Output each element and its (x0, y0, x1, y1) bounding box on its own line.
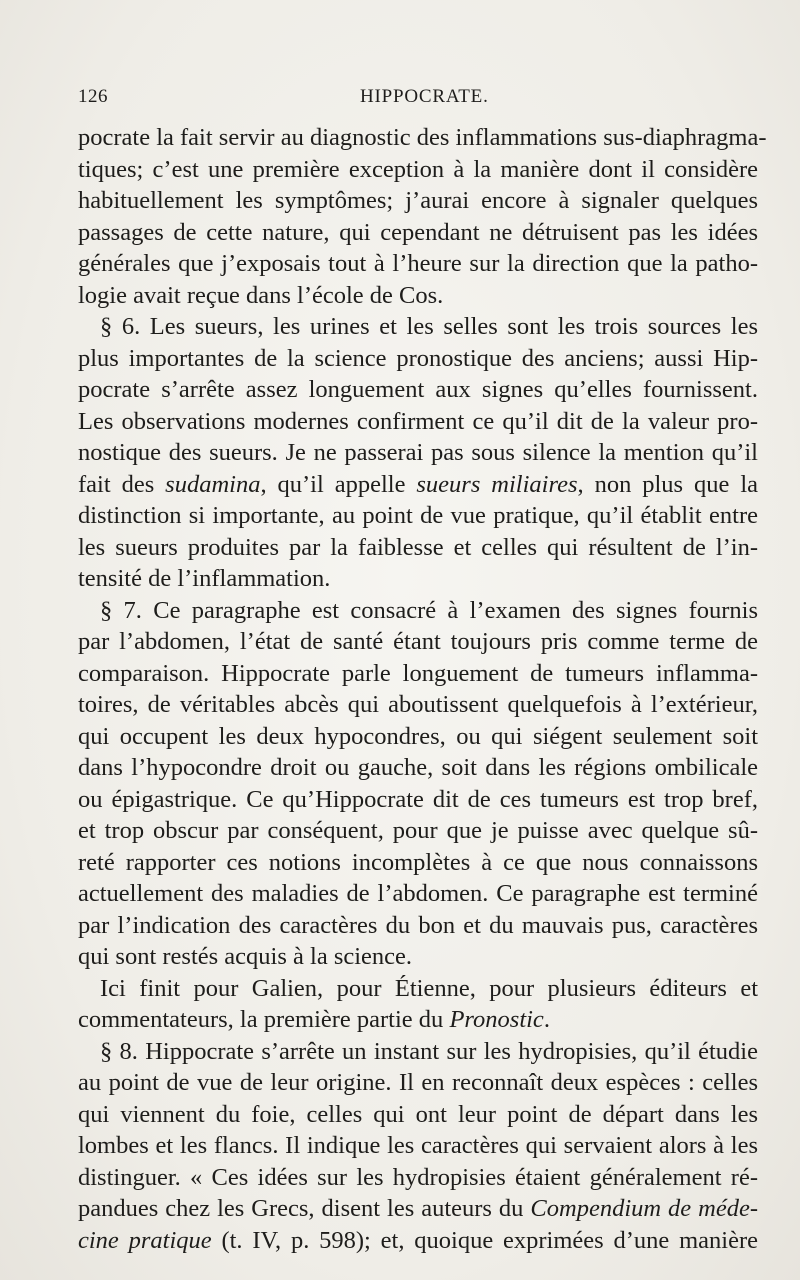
text-span: (t. IV, p. 598); et, quoique exprimées d’une manière (211, 1226, 758, 1254)
text-line: nostique des sueurs. Je ne passerai pas sous silence la mention qu’il (78, 439, 758, 466)
text-line: actuellement des maladies de l’abdomen. Ce paragraphe est terminé (78, 880, 758, 907)
text-span: , non plus que la (577, 470, 758, 498)
page-number: 126 (78, 86, 108, 107)
italic-term: sudamina (165, 470, 261, 498)
body-text (78, 122, 767, 1256)
text-line: lombes et les flancs. Il indique les caractères qui servaient alors à les (78, 1132, 758, 1159)
text-line: les sueurs produites par la faiblesse et celles qui résultent de l’in- (78, 533, 758, 561)
text-line: plus importantes de la science pronostique des anciens; aussi Hip- (78, 344, 758, 372)
running-title: HIPPOCRATE. (360, 86, 489, 107)
text-line: § 8. Hippocrate s’arrête un instant sur les hydropisies, qu’il étudie (100, 1037, 758, 1065)
text-span: pandues chez les Grecs, disent les auteurs du (78, 1195, 531, 1222)
text-line-mixed (78, 469, 758, 501)
text-line: par l’indication des caractères du bon et du mauvais pus, caractères (78, 911, 758, 939)
italic-title: cine pratique (78, 1226, 212, 1254)
running-head (78, 86, 778, 112)
text-line: toires, de véritables abcès qui aboutissent quelquefois à l’extérieur, (78, 691, 758, 718)
text-span: commentateurs, la première partie du (78, 1006, 450, 1033)
text-line: habituellement les symptômes; j’aurai encore à signaler quelques (78, 187, 758, 214)
italic-title: Pronostic (449, 1006, 544, 1033)
text-line: qui occupent les deux hypocondres, ou qui siégent seulement soit (78, 722, 758, 750)
text-line-mixed (78, 1193, 758, 1225)
text-line: § 7. Ce paragraphe est consacré à l’examen des signes fournis (100, 596, 758, 624)
text-line: tensité de l’inflammation. (78, 565, 331, 592)
text-span: , qu’il appelle (260, 470, 417, 498)
text-line: qui viennent du foie, celles qui ont leur point de départ dans les (78, 1100, 758, 1128)
text-line: § 6. Les sueurs, les urines et les selles sont les trois sources les (100, 313, 758, 340)
text-line: ou épigastrique. Ce qu’Hippocrate dit de ces tumeurs est trop bref, (78, 785, 758, 813)
text-line: passages de cette nature, qui cependant ne détruisent pas les idées (78, 218, 758, 246)
text-line: au point de vue de leur origine. Il en reconnaît deux espèces : celles (78, 1069, 758, 1096)
text-line-mixed (78, 1004, 758, 1036)
text-line: reté rapporter ces notions incomplètes à ce que nous connaissons (78, 848, 758, 876)
text-span: . (543, 1006, 550, 1033)
text-line: générales que j’exposais tout à l’heure sur la direction que la patho- (78, 250, 758, 277)
text-line: Ici finit pour Galien, pour Étienne, pour plusieurs éditeurs et (100, 974, 758, 1002)
text-line: distinction si importante, au point de vue pratique, qu’il établit entre (78, 502, 758, 529)
text-line: qui sont restés acquis à la science. (78, 943, 413, 970)
text-line: pocrate s’arrête assez longuement aux signes qu’elles fournissent. (78, 376, 758, 403)
text-span: fait des (78, 470, 166, 498)
text-line: par l’abdomen, l’état de santé étant toujours pris comme terme de (78, 628, 758, 655)
text-line-mixed (78, 1225, 758, 1257)
italic-term: sueurs miliaires (416, 470, 578, 498)
text-line: distinguer. « Ces idées sur les hydropisies étaient généralement ré- (78, 1163, 758, 1191)
text-line: tiques; c’est une première exception à la manière dont il considère (78, 155, 758, 183)
text-line: logie avait reçue dans l’école de Cos. (78, 281, 444, 309)
text-line: comparaison. Hippocrate parle longuement de tumeurs inflamma- (78, 659, 758, 687)
text-line: dans l’hypocondre droit ou gauche, soit dans les régions ombilicale (78, 754, 758, 781)
text-line: Les observations modernes confirment ce qu’il dit de la valeur pro- (78, 407, 758, 435)
text-line: et trop obscur par conséquent, pour que je puisse avec quelque sû- (78, 817, 758, 844)
text-line: pocrate la fait servir au diagnostic des inflammations sus-diaphragma- (78, 124, 767, 151)
italic-title: Compendium de méde- (530, 1195, 758, 1222)
